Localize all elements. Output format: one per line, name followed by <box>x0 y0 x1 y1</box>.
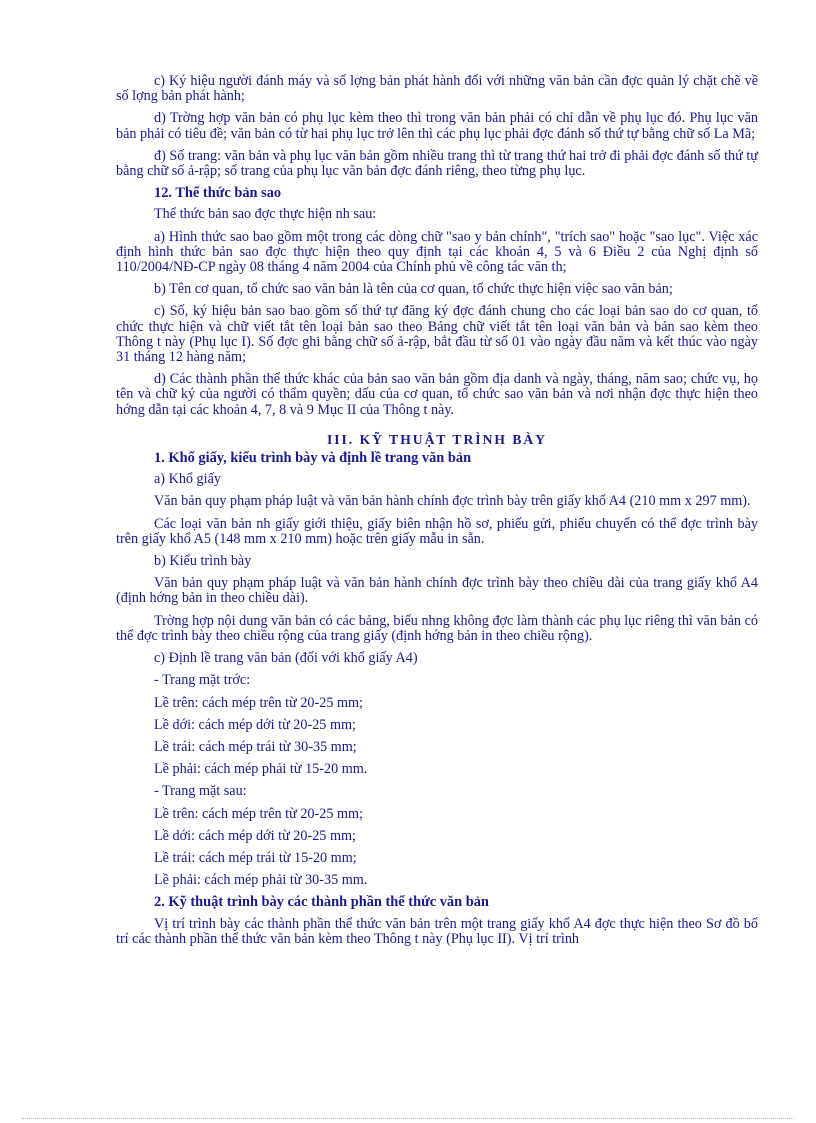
item-c-label: c) Định lề trang văn bản (đối với khổ giấy A4) <box>154 650 418 667</box>
margin-line: Lề dới: cách mép dới từ 20-25 mm; <box>154 827 356 844</box>
item-a-paragraph: Văn bản quy phạm pháp luật và văn bản hành chính đợc trình bày trên giấy khổ A4 (210 mm x 297 mm). <box>154 493 751 510</box>
section-12-item-b: b) Tên cơ quan, tổ chức sao văn bản là tên của cơ quan, tổ chức thực hiện việc sao văn bản; <box>154 281 673 298</box>
margin-line: Lề trên: cách mép trên từ 20-25 mm; <box>154 694 364 711</box>
subsection-2-paragraph: Vị trí trình bày các thành phần thể thức văn bản trên một trang giấy khổ A4 đợc thực hiện theo Sơ đồ bố trí các thành phần thể thức văn bản kèm theo Thông t này (Phụ lục II). Vị trí trình <box>116 915 758 947</box>
margin-line: Lề phải: cách mép phải từ 30-35 mm. <box>154 872 368 889</box>
paragraph-item-c: c) Ký hiệu người đánh máy và số lợng bản phát hành đối với những văn bản cần đợc quản lý chặt chẽ về số lợng bản phát hành; <box>116 73 758 105</box>
front-page-label: - Trang mặt trớc: <box>154 672 251 689</box>
section-12-intro: Thể thức bản sao đợc thực hiện nh sau: <box>154 206 377 223</box>
section-12-item-c: c) Số, ký hiệu bản sao bao gồm số thứ tự đăng ký đợc đánh chung cho các loại bản sao do cơ quan, tổ chức thực hiện và chữ viết tắt tên loại bản sao theo Bảng chữ viết tắt tên loại văn bản và bản sao kèm theo Thông t này (Phụ lục I). Số đợc ghi bằng chữ số ả-rập, bắt đầu từ số 01 vào ngày đầu năm và kết thúc vào ngày 31 tháng 12 hàng năm; <box>116 303 758 366</box>
item-a-paragraph: Các loại văn bản nh giấy giới thiệu, giấy biên nhận hồ sơ, phiếu gửi, phiếu chuyển có thể đợc trình bày trên giấy khổ A5 (148 mm x 210 mm) hoặc trên giấy mẫu in sẵn. <box>116 515 758 547</box>
section-12-item-d: d) Các thành phần thể thức khác của bản sao văn bản gồm địa danh và ngày, tháng, năm sao; chức vụ, họ tên và chữ ký của người có thẩm quyền; dấu của cơ quan, tổ chức sao văn bản và nơi nhận đợc thực hiện theo hớng dẫn tại các khoản 4, 7, 8 và 9 Mục II của Thông t này. <box>116 371 758 418</box>
subsection-1-heading: 1. Khổ giấy, kiểu trình bày và định lề trang văn bản <box>154 450 472 467</box>
paragraph-item-d: d) Trờng hợp văn bản có phụ lục kèm theo thì trong văn bản phải có chỉ dẫn về phụ lục đó. Phụ lục văn bản phải có tiêu đề; văn bản có từ hai phụ lục trở lên thì các phụ lục phải đợc đánh số thứ tự bằng chữ số La Mã; <box>116 110 758 142</box>
document-page <box>116 74 758 954</box>
page-bottom-divider <box>22 1118 794 1119</box>
paragraph-item-dd: đ) Số trang: văn bản và phụ lục văn bản gồm nhiều trang thì từ trang thứ hai trở đi phải đợc đánh số thứ tự bằng chữ số ả-rập; số trang của phụ lục văn bản đợc đánh riêng, theo từng phụ lục. <box>116 147 758 180</box>
margin-line: Lề dới: cách mép dới từ 20-25 mm; <box>154 716 356 733</box>
section-12-heading: 12. Thể thức bản sao <box>154 185 282 202</box>
item-b-paragraph: Văn bản quy phạm pháp luật và văn bản hành chính đợc trình bày theo chiều dài của trang giấy khổ A4 (định hớng bản in theo chiều dài). <box>116 575 758 607</box>
subsection-2-heading: 2. Kỹ thuật trình bày các thành phần thể thức văn bản <box>154 894 489 911</box>
back-page-label: - Trang mặt sau: <box>154 783 247 800</box>
item-b-paragraph: Trờng hợp nội dung văn bản có các bảng, biểu nhng không đợc làm thành các phụ lục riêng thì văn bản có thể đợc trình bày theo chiều rộng của trang giấy (định hớng bản in theo chiều rộng). <box>116 612 758 644</box>
item-a-label: a) Khổ giấy <box>154 471 221 488</box>
margin-line: Lề trái: cách mép trái từ 15-20 mm; <box>154 849 357 866</box>
section-12-item-a: a) Hình thức sao bao gồm một trong các dòng chữ "sao y bản chính", "trích sao" hoặc "sao lục". Việc xác định hình thức bản sao đợc thực hiện theo quy định tại các khoản 4, 5 và 6 Điều 2 của Nghị định số 110/2004/NĐ-CP ngày 08 tháng 4 năm 2004 của Chính phủ về công tác văn th; <box>116 228 758 276</box>
section-3-title: III. KỸ THUẬT TRÌNH BÀY <box>326 431 548 447</box>
margin-line: Lề trái: cách mép trái từ 30-35 mm; <box>154 738 357 755</box>
item-b-label: b) Kiểu trình bày <box>154 553 252 570</box>
margin-line: Lề phải: cách mép phải từ 15-20 mm. <box>154 761 368 778</box>
margin-line: Lề trên: cách mép trên từ 20-25 mm; <box>154 805 364 822</box>
